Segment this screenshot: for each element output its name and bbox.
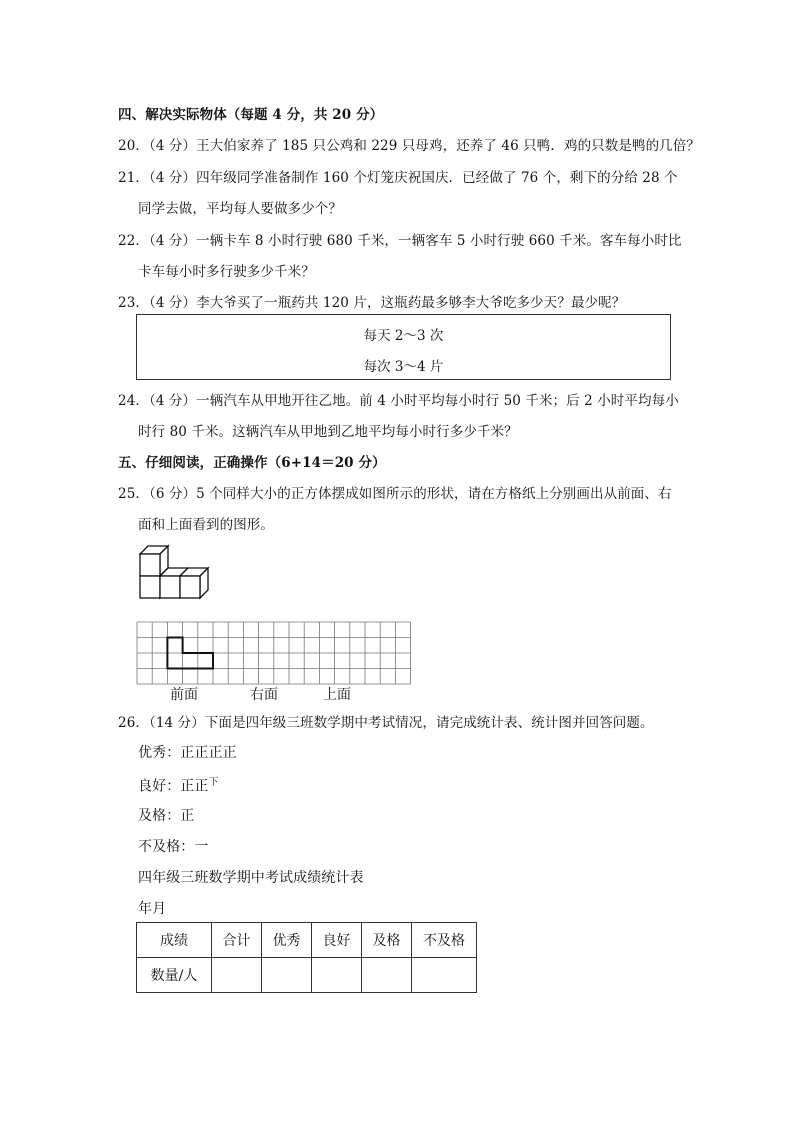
table-title: 四年级三班数学期中考试成绩统计表 (138, 870, 364, 886)
empty-cell[interactable] (412, 958, 477, 993)
header-cell: 不及格 (412, 923, 477, 958)
question-20: 20．（4 分）王大伯家养了 185 只公鸡和 229 只母鸡，还养了 46 只鸭．鸡的只数是鸭的几倍？ (118, 138, 700, 154)
label-front: 前面 (170, 687, 198, 703)
table-row (137, 958, 477, 993)
question-21-line-1: 21．（4 分）四年级同学准备制作 160 个灯笼庆祝国庆．已经做了 76 个，剩下的分给 28 个 (118, 170, 678, 186)
empty-cell[interactable] (362, 958, 412, 993)
row-label-cell: 数量/人 (137, 958, 212, 993)
empty-cell[interactable] (212, 958, 262, 993)
table-date: 年月 (138, 901, 167, 917)
header-cell: 及格 (362, 923, 412, 958)
question-21-line-2: 同学去做，平均每人要做多少个？ (138, 201, 342, 217)
dosage-pills: 每次 3～4 片 (363, 359, 444, 375)
question-23: 23．（4 分）李大爷买了一瓶药共 120 片，这瓶药最多够李大爷吃多少天？最少呢？ (118, 295, 626, 311)
label-top: 上面 (323, 687, 351, 703)
empty-cell[interactable] (262, 958, 312, 993)
question-22-line-1: 22．（4 分）一辆卡车 8 小时行驶 680 千米，一辆客车 5 小时行驶 660 千米。客车每小时比 (118, 233, 682, 249)
tally-good-label: 良好：正正 (138, 778, 209, 795)
question-25-line-2: 面和上面看到的图形。 (138, 517, 274, 533)
tally-excellent: 优秀：正正正正 (138, 745, 237, 761)
section-4-heading: 四、解决实际物体（每题 4 分，共 20 分） (118, 107, 384, 123)
section-5-heading: 五、仔细阅读，正确操作（6+14＝20 分） (118, 455, 386, 471)
question-24-line-2: 时行 80 千米。这辆汽车从甲地到乙地平均每小时行多少千米？ (138, 424, 518, 440)
question-22-line-2: 卡车每小时多行驶多少千米？ (138, 264, 315, 280)
table-header-row (137, 923, 477, 958)
question-26: 26．（14 分）下面是四年级三班数学期中考试情况，请完成统计表、统计图并回答问题。 (118, 715, 654, 731)
question-24-line-1: 24．（4 分）一辆汽车从甲地开往乙地。前 4 小时平均每小时行 50 千米；后 2 小时平均每小 (118, 393, 679, 409)
header-cell: 优秀 (262, 923, 312, 958)
dosage-times: 每天 2～3 次 (363, 328, 444, 344)
grid-paper (136, 621, 412, 685)
header-cell: 合计 (212, 923, 262, 958)
cube-figure (136, 544, 216, 614)
header-cell: 良好 (312, 923, 362, 958)
question-25-line-1: 25．（6 分）5 个同样大小的正方体摆成如图所示的形状，请在方格纸上分别画出从前面、右 (118, 486, 672, 502)
tally-pass: 及格：正 (138, 808, 195, 824)
tally-good-partial: 下 (208, 777, 219, 788)
label-right: 右面 (250, 687, 278, 703)
score-table (136, 922, 477, 993)
header-cell: 成绩 (137, 923, 212, 958)
tally-good (138, 773, 219, 796)
empty-cell[interactable] (312, 958, 362, 993)
dosage-box (136, 314, 671, 380)
tally-fail: 不及格：一 (138, 839, 209, 855)
